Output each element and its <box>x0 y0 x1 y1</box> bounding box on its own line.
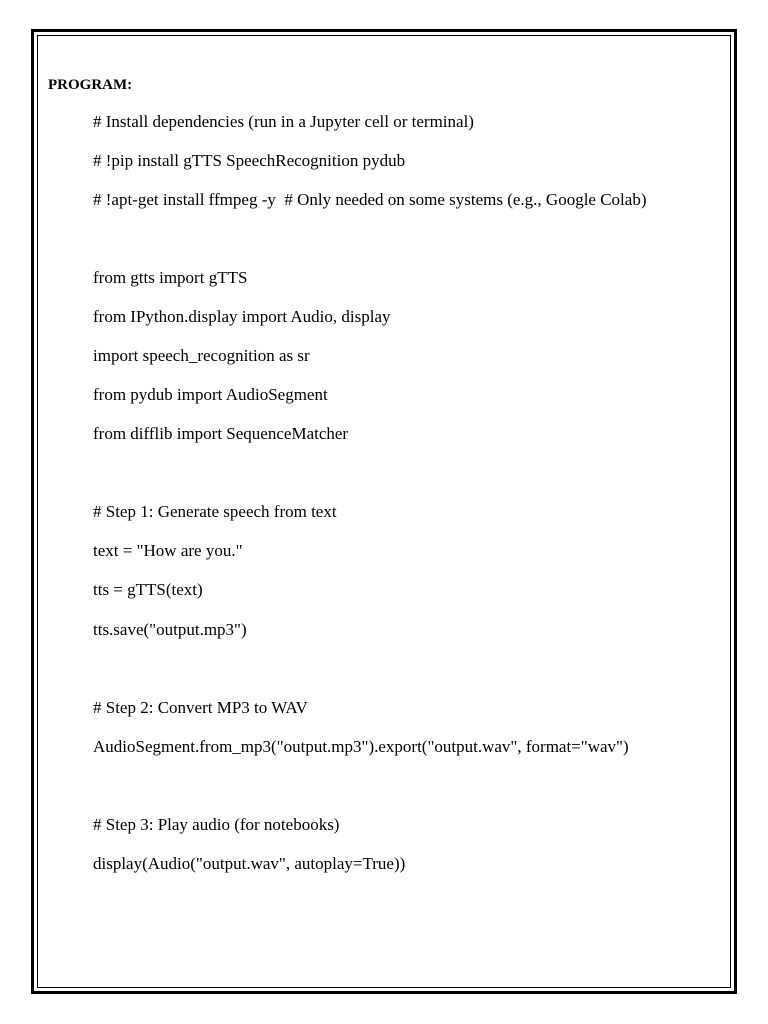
code-line: tts.save("output.mp3") <box>93 620 247 639</box>
code-line: text = "How are you." <box>93 541 243 560</box>
code-line: # !pip install gTTS SpeechRecognition pydub <box>93 151 406 170</box>
code-line: from pydub import AudioSegment <box>93 385 328 404</box>
code-line: # Step 3: Play audio (for notebooks) <box>93 815 340 834</box>
code-line: from gtts import gTTS <box>93 268 248 287</box>
code-line: display(Audio("output.wav", autoplay=True)) <box>93 854 406 873</box>
code-line: from difflib import SequenceMatcher <box>93 424 349 443</box>
program-heading: PROGRAM: <box>48 77 133 93</box>
code-line: # !apt-get install ffmpeg -y # Only needed on some systems (e.g., Google Colab) <box>93 190 647 209</box>
code-line: tts = gTTS(text) <box>93 580 203 599</box>
code-line: # Step 1: Generate speech from text <box>93 502 337 521</box>
code-line: # Install dependencies (run in a Jupyter cell or terminal) <box>93 112 474 131</box>
code-line: from IPython.display import Audio, display <box>93 307 391 326</box>
code-line: AudioSegment.from_mp3("output.mp3").export("output.wav", format="wav") <box>93 737 629 756</box>
code-line: import speech_recognition as sr <box>93 346 310 365</box>
code-line: # Step 2: Convert MP3 to WAV <box>93 698 308 717</box>
